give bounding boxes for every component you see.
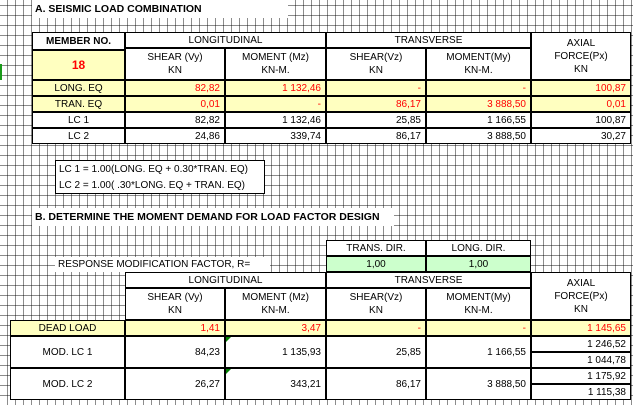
lc2-force-px[interactable]: 30,27 <box>531 128 631 144</box>
lc1-shear-vy[interactable]: 82,82 <box>125 112 225 128</box>
long-eq-shear-vz[interactable]: - <box>326 80 426 96</box>
row-tran-eq-label: TRAN. EQ <box>32 96 125 112</box>
transverse-header: TRANSVERSE <box>326 32 531 48</box>
shear-vy-header <box>125 48 225 80</box>
dead-load-force-px[interactable]: 1 145,65 <box>531 320 631 336</box>
b-moment-my-label: MOMENT(My) <box>446 292 511 303</box>
rmf-long-input[interactable]: 1,00 <box>426 256 531 272</box>
b-moment-my-unit: KN-M. <box>464 305 493 316</box>
b-shear-vy-unit: KN <box>168 305 182 316</box>
moment-my-label: MOMENT(My) <box>446 52 511 63</box>
tran-eq-moment-mz[interactable]: - <box>225 96 326 112</box>
formula-lc1: LC 1 = 1.00(LONG. EQ + 0.30*TRAN. EQ) <box>55 160 265 177</box>
tran-eq-shear-vy[interactable]: 0,01 <box>125 96 225 112</box>
b-moment-mz-header <box>225 288 326 320</box>
mod-lc2-shear-vy[interactable]: 26,27 <box>125 368 225 400</box>
mod-lc2-moment-mz[interactable]: 343,21 <box>225 368 326 400</box>
b-force-px-label: FORCE(Px) <box>554 290 608 302</box>
b-shear-vz-label: SHEAR(Vz) <box>349 292 403 303</box>
mod-lc2-force-px-max[interactable]: 1 175,92 <box>531 368 631 384</box>
row-mod-lc1-label: MOD. LC 1 <box>10 336 125 368</box>
active-cell-marker <box>0 64 2 80</box>
dead-load-shear-vy[interactable]: 1,41 <box>125 320 225 336</box>
b-transverse-header: TRANSVERSE <box>326 272 531 288</box>
shear-vy-unit: KN <box>168 65 182 76</box>
moment-mz-unit: KN-M. <box>261 65 290 76</box>
dead-load-shear-vz[interactable]: - <box>326 320 426 336</box>
section-b-title: B. DETERMINE THE MOMENT DEMAND FOR LOAD FACTOR DESIGN <box>32 208 394 226</box>
long-eq-force-px[interactable]: 100,87 <box>531 80 631 96</box>
force-px-label: FORCE(Px) <box>554 50 608 62</box>
shear-vz-header <box>326 48 426 80</box>
tran-eq-force-px[interactable]: 0,01 <box>531 96 631 112</box>
b-moment-mz-label: MOMENT (Mz) <box>241 292 310 303</box>
b-shear-vy-label: SHEAR (Vy) <box>147 292 203 303</box>
axial-label: AXIAL <box>566 37 596 49</box>
trans-dir-header: TRANS. DIR. <box>326 240 426 256</box>
mod-lc1-moment-mz[interactable]: 1 135,93 <box>225 336 326 368</box>
mod-lc2-shear-vz[interactable]: 86,17 <box>326 368 426 400</box>
row-mod-lc2-label: MOD. LC 2 <box>10 368 125 400</box>
moment-mz-header <box>225 48 326 80</box>
mod-lc2-force-px-min[interactable]: 1 115,38 <box>531 384 631 400</box>
dead-load-moment-mz[interactable]: 3,47 <box>225 320 326 336</box>
lc2-moment-my[interactable]: 3 888,50 <box>426 128 531 144</box>
lc2-shear-vy[interactable]: 24,86 <box>125 128 225 144</box>
longitudinal-header: LONGITUDINAL <box>125 32 326 48</box>
section-a-title: A. SEISMIC LOAD COMBINATION <box>32 0 288 18</box>
lc1-force-px[interactable]: 100,87 <box>531 112 631 128</box>
b-shear-vz-header <box>326 288 426 320</box>
axial-force-header <box>531 32 631 80</box>
force-px-unit: KN <box>574 63 588 75</box>
b-axial-force-header <box>531 272 631 320</box>
member-no-value[interactable]: 18 <box>32 50 125 80</box>
long-eq-moment-mz[interactable]: 1 132,46 <box>225 80 326 96</box>
long-eq-moment-my[interactable]: - <box>426 80 531 96</box>
formula-lc2: LC 2 = 1.00( .30*LONG. EQ + TRAN. EQ) <box>55 177 265 194</box>
rmf-label: RESPONSE MODIFICATION FACTOR, R= <box>55 257 270 272</box>
row-lc1-label: LC 1 <box>32 112 125 128</box>
mod-lc1-force-px-min[interactable]: 1 044,78 <box>531 352 631 368</box>
long-eq-shear-vy[interactable]: 82,82 <box>125 80 225 96</box>
moment-my-unit: KN-M. <box>464 65 493 76</box>
moment-mz-label: MOMENT (Mz) <box>241 52 310 63</box>
tran-eq-moment-my[interactable]: 3 888,50 <box>426 96 531 112</box>
b-shear-vz-unit: KN <box>369 305 383 316</box>
moment-my-header <box>426 48 531 80</box>
shear-vz-label: SHEAR(Vz) <box>349 52 403 63</box>
row-long-eq-label: LONG. EQ <box>32 80 125 96</box>
row-dead-load-label: DEAD LOAD <box>10 320 125 336</box>
shear-vy-label: SHEAR (Vy) <box>147 52 203 63</box>
b-moment-my-header <box>426 288 531 320</box>
row-lc2-label: LC 2 <box>32 128 125 144</box>
b-longitudinal-header: LONGITUDINAL <box>125 272 326 288</box>
b-shear-vy-header <box>125 288 225 320</box>
mod-lc1-shear-vz[interactable]: 25,85 <box>326 336 426 368</box>
lc2-moment-mz[interactable]: 339,74 <box>225 128 326 144</box>
shear-vz-unit: KN <box>369 65 383 76</box>
lc1-shear-vz[interactable]: 25,85 <box>326 112 426 128</box>
rmf-trans-input[interactable]: 1,00 <box>326 256 426 272</box>
comment-indicator-icon[interactable] <box>226 369 231 374</box>
lc2-shear-vz[interactable]: 86,17 <box>326 128 426 144</box>
mod-lc1-shear-vy[interactable]: 84,23 <box>125 336 225 368</box>
mod-lc2-moment-my[interactable]: 3 888,50 <box>426 368 531 400</box>
lc1-moment-mz[interactable]: 1 132,46 <box>225 112 326 128</box>
mod-lc1-force-px-max[interactable]: 1 246,52 <box>531 336 631 352</box>
mod-lc1-moment-my[interactable]: 1 166,55 <box>426 336 531 368</box>
lc1-moment-my[interactable]: 1 166,55 <box>426 112 531 128</box>
long-dir-header: LONG. DIR. <box>426 240 531 256</box>
comment-indicator-icon[interactable] <box>226 337 231 342</box>
b-force-px-unit: KN <box>574 303 588 315</box>
dead-load-moment-my[interactable]: - <box>426 320 531 336</box>
b-moment-mz-unit: KN-M. <box>261 305 290 316</box>
tran-eq-shear-vz[interactable]: 86,17 <box>326 96 426 112</box>
member-no-header: MEMBER NO. <box>32 32 125 50</box>
b-axial-label: AXIAL <box>566 277 596 289</box>
